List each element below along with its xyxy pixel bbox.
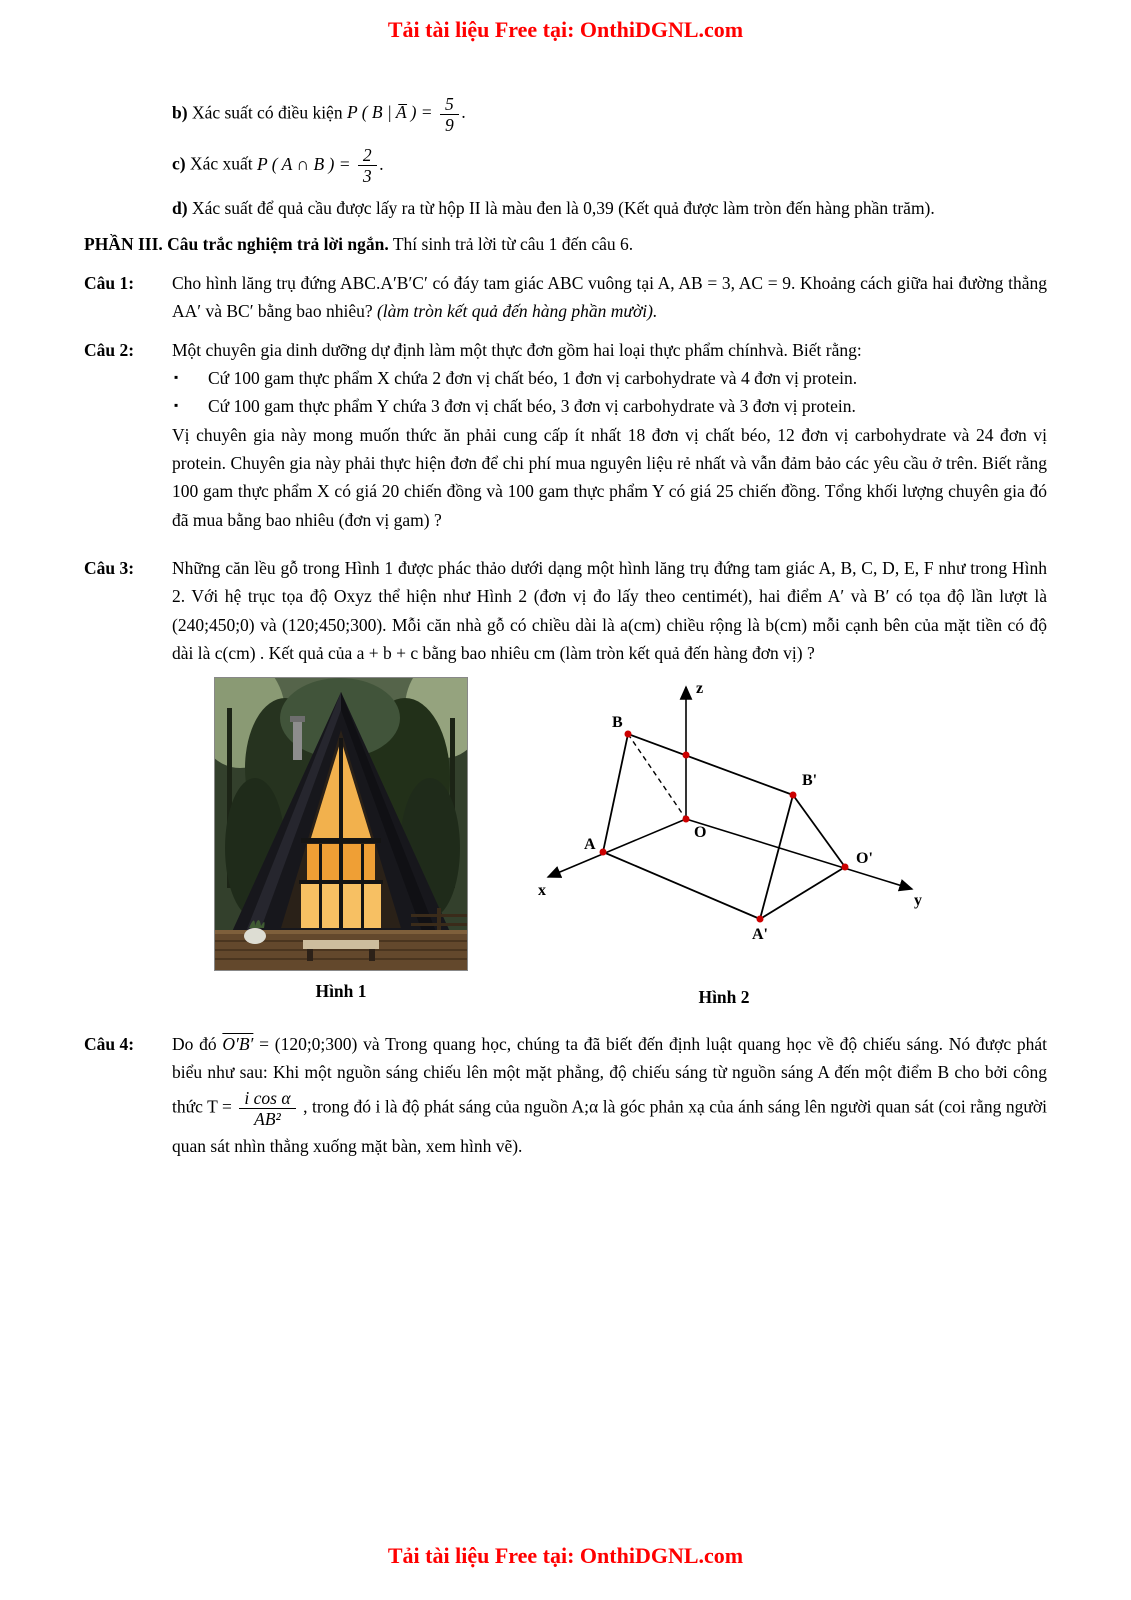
item-c-period: . [379, 153, 385, 174]
part3-title: PHẦN III. Câu trắc nghiệm trả lời ngắn. [84, 234, 389, 255]
vertex-Op-label: O' [856, 850, 873, 868]
footer-site-link[interactable]: Tải tài liệu Free tại: OnthiDGNL.com [387, 1543, 744, 1569]
edge-ApBp [760, 795, 793, 919]
item-c-formula [257, 144, 385, 186]
vertex-Op-dot [842, 864, 849, 871]
item-b-period: . [461, 102, 467, 123]
fraction-numerator: i cos α [239, 1088, 295, 1109]
vertex-B-label: B [612, 714, 623, 732]
header-site-link[interactable]: Tải tài liệu Free tại: OnthiDGNL.com [387, 17, 744, 42]
vertex-A-label: A [584, 836, 596, 854]
edge-ApOp [760, 867, 845, 919]
item-b-fraction [440, 94, 459, 135]
z-axis-crossing-dot [683, 752, 690, 759]
vector-OpBp: O′B′ [222, 1033, 254, 1054]
edge-BBp [628, 734, 793, 795]
figures-row [214, 677, 1047, 1011]
item-d-text: Xác suất để quả cầu được lấy ra từ hộp II là màu đen là 0,39 (Kết quả được làm tròn đến hàng phần trăm). [191, 198, 935, 219]
bullet-icon: ▪ [174, 398, 179, 413]
bullet-text: Cứ 100 gam thực phẩm Y chứa 3 đơn vị chất béo, 3 đơn vị carbohydrate và 3 đơn vị protein. [208, 396, 856, 417]
x-axis [548, 819, 686, 877]
figure-2-caption: Hình 2 [698, 987, 750, 1008]
edge-AB [603, 734, 628, 852]
fraction-denominator: 3 [362, 166, 372, 186]
fraction-denominator: 9 [444, 114, 454, 135]
question-4-mid: = (120;0;300) và Trong quang học, chúng ta đã biết đến định luật quang học về độ chiếu sáng. Nó được phát biểu như sau: Khi một nguồn sáng chiếu lên một mặt phẳng, độ chiếu sáng từ nguồn sáng A đến một điểm B cho bởi công thức T = [172, 1033, 1048, 1117]
question-3 [84, 554, 1047, 667]
question-4-post: , trong đó i là độ phát sáng của nguồn A;α là góc phản xạ của ánh sáng lên người quan sát (coi rằng người quan sát nhìn thẳng xuống mặt bàn, xem hình vẽ). [172, 1096, 1048, 1156]
item-b-formula-lhs: P ( B | A̅ ) = [346, 102, 433, 123]
fraction-denominator: AB² [254, 1109, 281, 1130]
fraction-numerator: 5 [440, 94, 459, 115]
x-axis-label: x [538, 882, 546, 900]
question-2-intro: Một chuyên gia dinh dưỡng dự định làm một thực đơn gồm hai loại thực phẩm chínhvà. Biết rằng: [172, 339, 862, 360]
bullet-text: Cứ 100 gam thực phẩm X chứa 2 đơn vị chất béo, 1 đơn vị carbohydrate và 4 đơn vị protein. [208, 367, 858, 388]
question-3-body: Những căn lều gỗ trong Hình 1 được phác thảo dưới dạng một hình lăng trụ đứng tam giác A, B, C, D, E, F như trong Hình 2. Với hệ trục tọa độ Oxyz thể hiện như Hình 2 (đơn vị đo lấy theo centimét), hai điểm A′ và B′ có tọa độ lần lượt là (240;450;0) và (120;450;300). Mỗi căn nhà gỗ có chiều dài là a(cm) chiều rộng là b(cm) mỗi cạnh bên của mặt tiền có độ dài là c(cm) . Kết quả của a + b + c bằng bao nhiêu cm (làm tròn kết quả đến hàng đơn vị) ? [172, 557, 1047, 663]
question-1 [84, 269, 1047, 326]
vertex-Bp-label: B' [802, 772, 818, 790]
vertex-B-dot [625, 731, 632, 738]
question-2 [84, 336, 1047, 534]
vertex-Bp-dot [790, 792, 797, 799]
item-b [172, 92, 1047, 137]
figure-2 [524, 677, 924, 1011]
question-1-body [172, 269, 1047, 326]
question-1-label: Câu 1: [84, 272, 135, 293]
item-c-fraction [358, 145, 377, 186]
figure-1 [214, 677, 468, 1005]
question-2-body [172, 336, 1047, 534]
item-c [172, 143, 1047, 188]
vertex-Ap-label: A' [752, 926, 768, 944]
vertex-A-dot [600, 849, 607, 856]
question-4-fraction [239, 1088, 295, 1129]
question-4-body [172, 1030, 1047, 1160]
z-axis-label: z [696, 680, 704, 698]
bullet-icon: ▪ [174, 369, 179, 384]
fraction-numerator: 2 [358, 145, 377, 166]
question-2-label: Câu 2: [84, 339, 135, 360]
bullet-item [174, 392, 1047, 420]
item-d-label: d) [172, 198, 188, 219]
edge-AAp [603, 852, 760, 919]
question-4-pre: Do đó [172, 1033, 217, 1054]
origin-O-label: O [694, 824, 707, 842]
question-2-outro: Vị chuyên gia này mong muốn thức ăn phải cung cấp ít nhất 18 đơn vị chất béo, 12 đơn vị carbohydrate và 24 đơn vị protein. Chuyên gia này phải thực hiện đơn để chi phí mua nguyên liệu rẻ nhất và vẫn đảm bảo các yêu cầu ở trên. Biết rằng 100 gam thực phẩm X có giá 20 chiến đồng và 100 gam thực phẩm Y có giá 25 chiến đồng. Tổng khối lượng chuyên gia đó đã mua bằng bao nhiêu (đơn vị gam) ? [172, 424, 1047, 530]
edge-BO-dashed [628, 734, 686, 819]
y-axis [686, 819, 912, 889]
question-1-note: (làm tròn kết quả đến hàng phần mười). [376, 301, 658, 322]
item-c-label: c) [172, 153, 186, 174]
question-1-text: Cho hình lăng trụ đứng ABC.A′B′C′ có đáy tam giác ABC vuông tại A, AB = 3, AC = 9. Khoảng cách giữa hai đường thẳng AA′ và BC′ bằng bao nhiêu? [172, 272, 1047, 322]
part3-subtitle: Thí sinh trả lời từ câu 1 đến câu 6. [392, 234, 634, 255]
cabin-photo [214, 677, 468, 971]
item-c-text: Xác xuất [189, 153, 253, 174]
exam-content [0, 48, 1131, 1160]
part3-heading [84, 230, 1047, 258]
item-d [172, 194, 1047, 222]
vertex-Ap-dot [757, 916, 764, 923]
y-axis-label: y [914, 892, 922, 910]
item-b-formula [346, 93, 467, 135]
edge-BpOp [793, 795, 845, 867]
question-3-label: Câu 3: [84, 557, 135, 578]
item-c-formula-lhs: P ( A ∩ B ) = [257, 153, 351, 174]
prism-diagram [524, 677, 924, 977]
question-2-bullets [174, 364, 1047, 421]
bullet-item [174, 364, 1047, 392]
item-b-text: Xác suất có điều kiện [191, 102, 343, 123]
figure-1-caption: Hình 1 [315, 981, 367, 1002]
question-4 [84, 1030, 1047, 1160]
origin-O-dot [683, 816, 690, 823]
item-b-label: b) [172, 102, 188, 123]
question-4-label: Câu 4: [84, 1033, 135, 1054]
